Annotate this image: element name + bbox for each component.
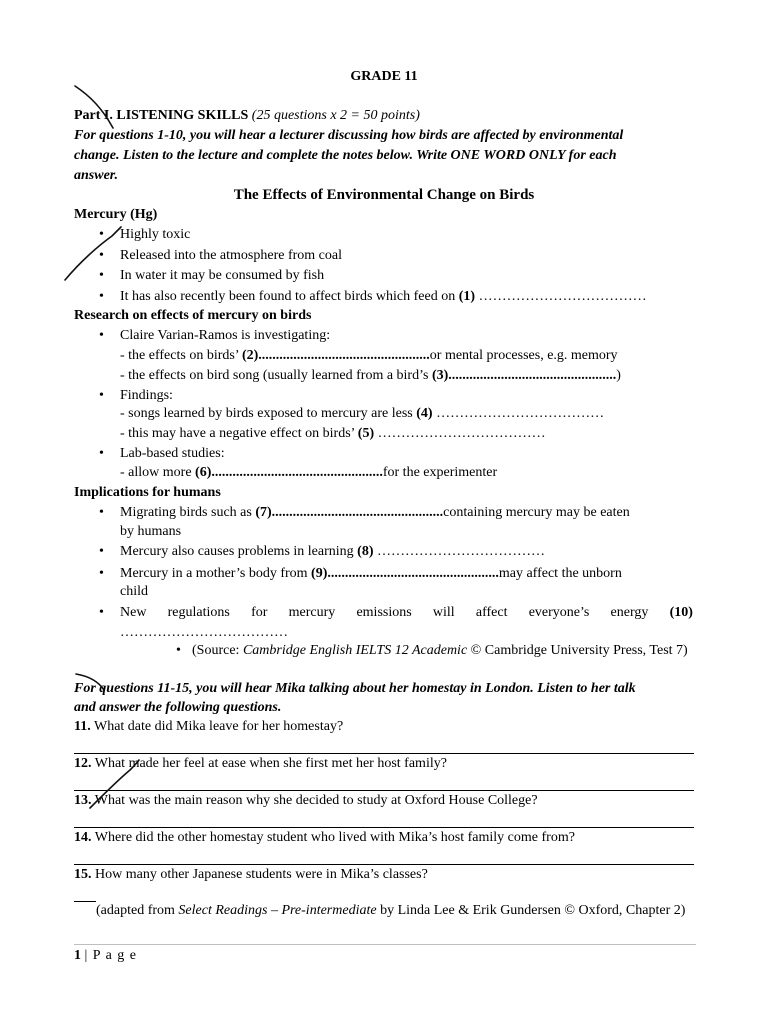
answer-blank[interactable]: .................................................	[258, 348, 430, 363]
question-text: How many other Japanese students were in Mika’s classes?	[95, 867, 428, 882]
q8-prefix: Mercury also causes problems in learning	[120, 544, 354, 559]
answer-blank[interactable]: ………………………………	[377, 426, 546, 441]
answer-blank[interactable]: ………………………………	[120, 625, 288, 640]
bullet: •	[99, 388, 104, 403]
mercury-bullet: Highly toxic	[120, 227, 191, 242]
part1-instruction-line: change. Listen to the lecture and complete the notes below. Write ONE WORD ONLY for each	[74, 148, 617, 163]
part2-instruction-line: and answer the following questions.	[74, 700, 282, 715]
question-number: 11.	[74, 719, 91, 734]
source-title: Cambridge English IELTS 12 Academic	[242, 643, 468, 658]
q3-suffix: )	[616, 368, 621, 383]
bullet: •	[99, 248, 104, 263]
question-number: (4)	[416, 406, 433, 421]
question-text: Where did the other homestay student who lived with Mika’s host family come from?	[94, 830, 575, 845]
q10-word: for	[251, 605, 268, 620]
answer-blank[interactable]: .................................................	[271, 505, 444, 520]
tick-mark-part1	[75, 86, 113, 128]
research-heading: Research on effects of mercury on birds	[74, 308, 312, 323]
question-text: What date did Mika leave for her homestay?	[93, 719, 344, 734]
answer-blank[interactable]: .................................................	[327, 566, 499, 581]
adapted-suffix: by Linda Lee & Erik Gundersen © Oxford, Chapter 2)	[380, 903, 686, 918]
answer-blank[interactable]: ................................................	[448, 368, 617, 383]
part1-instruction-line: answer.	[74, 168, 118, 183]
question-number: (2)	[241, 348, 259, 363]
bullet: •	[99, 289, 104, 304]
q5-prefix: - this may have a negative effect on birds’	[120, 426, 355, 441]
source-suffix: © Cambridge University Press, Test 7)	[470, 643, 688, 658]
q7-suffix: containing mercury may be eaten	[443, 505, 630, 520]
bullet: •	[99, 544, 104, 559]
part1-title: Part I. LISTENING SKILLS	[74, 108, 249, 123]
q10-word: regulations	[167, 605, 230, 620]
q2-suffix: or mental processes, e.g. memory	[429, 348, 618, 363]
q10-word: mercury	[288, 605, 336, 620]
question-number: (7)	[255, 505, 272, 520]
question-number: (6)	[195, 465, 212, 480]
q2-prefix: - the effects on birds’	[120, 348, 239, 363]
part1-instruction-line: For questions 1-10, you will hear a lecturer discussing how birds are affected by environmental	[74, 128, 624, 143]
question-number: (3)	[431, 368, 449, 383]
q9-suffix: may affect the unborn	[498, 566, 622, 581]
q10-word: New	[120, 605, 147, 620]
q10-word: will	[432, 605, 455, 620]
question-number: 14.	[74, 830, 92, 845]
answer-blank[interactable]: ………………………………	[478, 289, 647, 304]
bullet: •	[99, 227, 104, 242]
page-label: | P a g e	[84, 948, 137, 963]
q6-suffix: for the experimenter	[382, 465, 498, 480]
bullet: •	[99, 505, 104, 520]
question-number: (8)	[357, 544, 374, 559]
q10-word: energy	[610, 605, 649, 620]
question-number: (1)	[458, 289, 476, 304]
bullet: •	[99, 446, 104, 461]
q6-prefix: - allow more	[120, 465, 192, 480]
question-number: (9)	[311, 566, 328, 581]
part2-instruction-line: For questions 11-15, you will hear Mika talking about her homestay in London. Listen to her talk	[74, 681, 636, 696]
notes-title: The Effects of Environmental Change on Birds	[233, 187, 535, 203]
mercury-heading: Mercury (Hg)	[74, 207, 158, 222]
adapted-prefix: (adapted from	[96, 903, 175, 918]
q3-prefix: - the effects on bird song (usually learned from a bird’s	[120, 368, 429, 383]
question-text: What made her feel at ease when she first met her host family?	[94, 756, 447, 771]
implications-heading: Implications for humans	[74, 485, 221, 500]
lab-label: Lab-based studies:	[120, 446, 225, 461]
grade-heading: GRADE 11	[350, 69, 418, 84]
q10-word: everyone’s	[528, 605, 590, 620]
bullet: •	[99, 268, 104, 283]
question-number: 12.	[74, 756, 92, 771]
answer-blank[interactable]: ………………………………	[376, 544, 545, 559]
q9-prefix: Mercury in a mother’s body from	[120, 566, 308, 581]
tick-mark-part2	[76, 674, 104, 690]
bullet: •	[99, 605, 104, 620]
question-number: 13.	[74, 793, 92, 808]
bullet: •	[176, 643, 181, 658]
claire-line: Claire Varian-Ramos is investigating:	[120, 328, 331, 343]
mercury-bullet: It has also recently been found to affect birds which feed on	[120, 289, 456, 304]
question-number: (10)	[669, 605, 693, 620]
adapted-title: Select Readings – Pre-intermediate	[178, 903, 377, 918]
q10-word: affect	[475, 605, 508, 620]
mercury-bullet: In water it may be consumed by fish	[120, 268, 325, 283]
part1-points: (25 questions x 2 = 50 points)	[251, 108, 420, 123]
q7-prefix: Migrating birds such as	[120, 505, 252, 520]
bullet: •	[99, 328, 104, 343]
findings-label: Findings:	[120, 388, 173, 403]
question-number: 15.	[74, 867, 92, 882]
bullet: •	[99, 566, 104, 581]
question-number: (5)	[357, 426, 375, 441]
q7-continuation: by humans	[120, 524, 182, 539]
tick-mark-mercury	[65, 227, 121, 280]
mercury-bullet: Released into the atmosphere from coal	[120, 248, 342, 263]
source-prefix: (Source:	[192, 643, 240, 658]
answer-blank[interactable]: .................................................	[211, 465, 383, 480]
page-number: 1	[74, 948, 81, 963]
q9-continuation: child	[120, 584, 148, 599]
answer-blank[interactable]: ………………………………	[436, 406, 605, 421]
q4-prefix: - songs learned by birds exposed to mercury are less	[120, 406, 413, 421]
tick-mark-q12	[90, 760, 139, 808]
question-text: What was the main reason why she decided to study at Oxford House College?	[94, 793, 538, 808]
q10-word: emissions	[356, 605, 412, 620]
